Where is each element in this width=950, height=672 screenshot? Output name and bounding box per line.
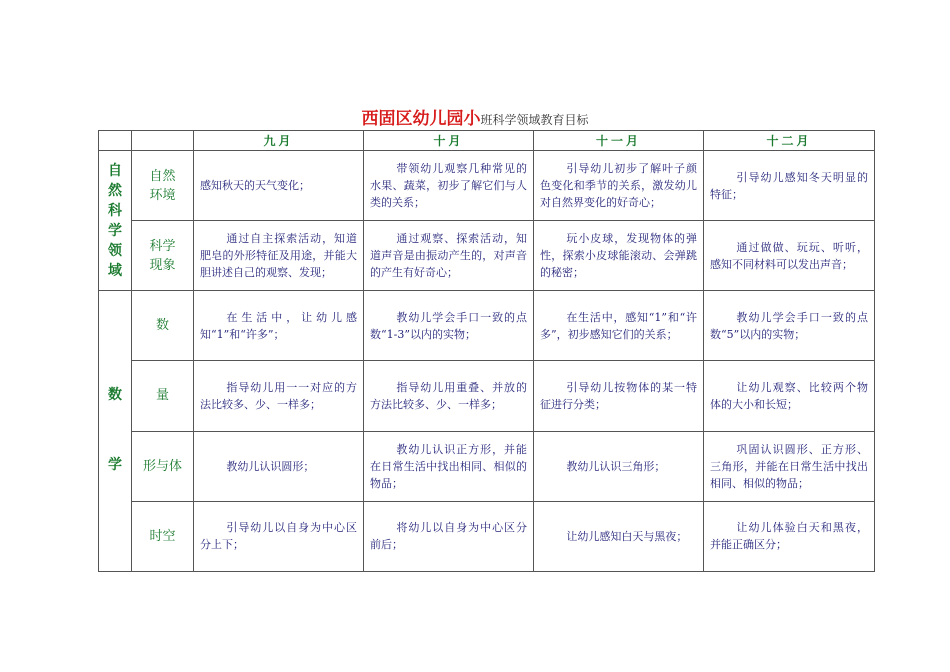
subdomain-label: 量 — [132, 361, 194, 431]
goal-cell: 在生活中，感知“1”和“许多”，初步感知它们的关系； — [534, 291, 704, 361]
goal-cell: 教幼儿认识正方形，并能在日常生活中找出相同、相似的物品； — [364, 431, 534, 501]
goal-cell: 通过自主探索活动，知道肥皂的外形特征及用途，并能大胆讲述自己的观察、发现； — [194, 221, 364, 291]
goal-cell: 让幼儿观察、比较两个物体的大小和长短； — [704, 361, 875, 431]
subdomain-label: 数 — [132, 291, 194, 361]
goal-cell: 引导幼儿按物体的某一特征进行分类； — [534, 361, 704, 431]
domain-nature-science: 自然科学领域 — [99, 151, 132, 291]
domain-math — [99, 291, 132, 572]
goals-table — [98, 130, 875, 572]
goal-cell: 让幼儿体验白天和黑夜，并能正确区分； — [704, 501, 875, 571]
goal-cell: 通过观察、探索活动，知道声音是由振动产生的，对声音的产生有好奇心； — [364, 221, 534, 291]
goal-cell: 感知秋天的天气变化； — [194, 151, 364, 221]
goal-cell: 引导幼儿以自身为中心区分上下； — [194, 501, 364, 571]
header-blank-2 — [132, 131, 194, 151]
subdomain-label: 自然环境 — [132, 151, 194, 221]
goal-cell: 引导幼儿初步了解叶子颜色变化和季节的关系，激发幼儿对自然界变化的好奇心； — [534, 151, 704, 221]
goal-cell: 引导幼儿感知冬天明显的特征； — [704, 151, 875, 221]
title-sub: 班科学领域教育目标 — [480, 113, 589, 127]
goal-cell: 教幼儿认识三角形； — [534, 431, 704, 501]
table-row — [99, 151, 875, 221]
header-month: 十二月 — [704, 131, 875, 151]
goal-cell: 教幼儿学会手口一致的点数“1-3”以内的实物； — [364, 291, 534, 361]
goal-cell: 教幼儿认识圆形； — [194, 431, 364, 501]
goal-cell: 将幼儿以自身为中心区分前后； — [364, 501, 534, 571]
table-row — [99, 431, 875, 501]
document-title — [0, 104, 950, 129]
goal-cell: 在生活中，让幼儿感知“1”和“许多”； — [194, 291, 364, 361]
header-month: 九月 — [194, 131, 364, 151]
table-row — [99, 221, 875, 291]
domain-math-char-2: 学 — [108, 457, 122, 473]
table-row — [99, 501, 875, 571]
goal-cell: 教幼儿学会手口一致的点数“5”以内的实物； — [704, 291, 875, 361]
header-blank-1 — [99, 131, 132, 151]
header-month: 十一月 — [534, 131, 704, 151]
subdomain-label: 时空 — [132, 501, 194, 571]
subdomain-label: 形与体 — [132, 431, 194, 501]
goal-cell: 指导幼儿用重叠、并放的方法比较多、少、一样多； — [364, 361, 534, 431]
domain-math-char-1: 数 — [108, 387, 122, 403]
header-row — [99, 131, 875, 151]
goal-cell: 让幼儿感知白天与黑夜； — [534, 501, 704, 571]
header-month: 十月 — [364, 131, 534, 151]
goal-cell: 指导幼儿用一一对应的方法比较多、少、一样多； — [194, 361, 364, 431]
subdomain-label: 科学现象 — [132, 221, 194, 291]
table-row — [99, 291, 875, 361]
goal-cell: 带领幼儿观察几种常见的水果、蔬菜，初步了解它们与人类的关系； — [364, 151, 534, 221]
goal-cell: 玩小皮球，发现物体的弹性，探索小皮球能滚动、会弹跳的秘密； — [534, 221, 704, 291]
table-row — [99, 361, 875, 431]
goal-cell: 巩固认识圆形、正方形、三角形，并能在日常生活中找出相同、相似的物品； — [704, 431, 875, 501]
goal-cell: 通过做做、玩玩、听听，感知不同材料可以发出声音； — [704, 221, 875, 291]
title-main: 西固区幼儿园小 — [361, 109, 481, 129]
